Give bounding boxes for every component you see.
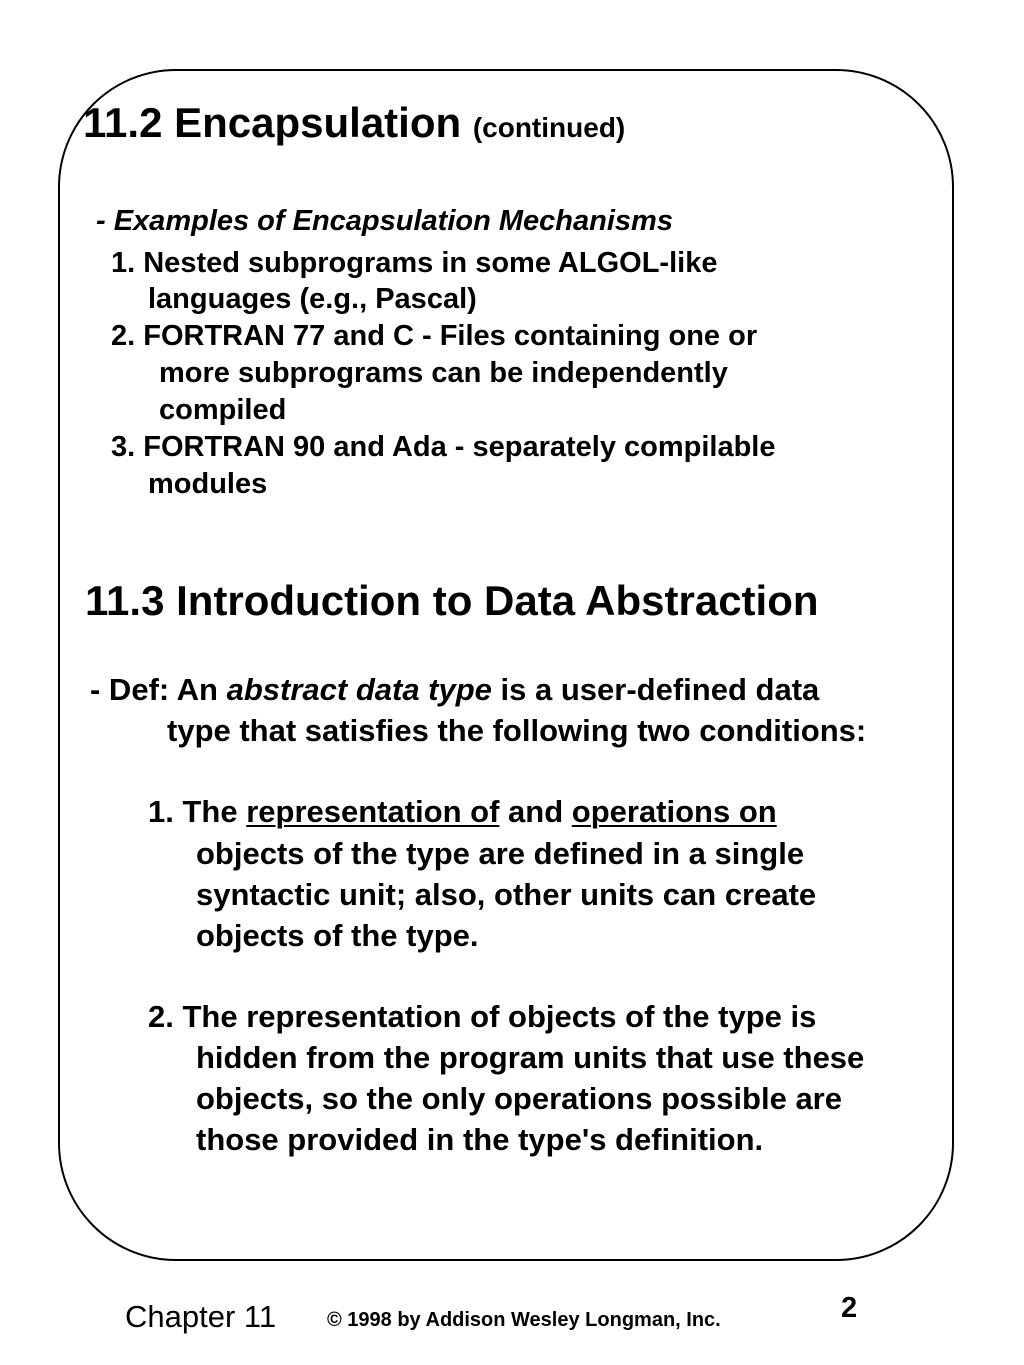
section1-subheading: - Examples of Encapsulation Mechanisms — [96, 205, 673, 237]
condition2-line4: those provided in the type's definition. — [196, 1122, 764, 1157]
section1-title-suffix: (continued) — [472, 112, 626, 143]
definition-suffix: is a user-defined data — [491, 672, 820, 707]
condition1-mid: and — [499, 794, 572, 829]
definition-line2: type that satisfies the following two conditions: — [167, 713, 867, 748]
section1-title-text: 11.2 Encapsulation — [83, 99, 462, 146]
condition2-line2: hidden from the program units that use these — [196, 1040, 865, 1075]
definition-prefix: - Def: An — [90, 672, 227, 707]
footer-copyright: © 1998 by Addison Wesley Longman, Inc. — [327, 1309, 721, 1331]
definition-line1 — [90, 674, 819, 705]
item1-line2: languages (e.g., Pascal) — [148, 283, 477, 315]
item3-line2: modules — [148, 468, 268, 500]
item2-line2: more subprograms can be independently — [159, 357, 728, 389]
condition1-underline-representation: representation of — [246, 794, 500, 829]
item1-line1: 1. Nested subprograms in some ALGOL-like — [111, 247, 718, 279]
item2-line3: compiled — [159, 394, 287, 426]
condition1-line4: objects of the type. — [196, 918, 479, 953]
page-number: 2 — [841, 1292, 858, 1324]
condition1-line3: syntactic unit; also, other units can create — [196, 877, 817, 912]
condition1-line1 — [148, 796, 777, 827]
condition1-line2: objects of the type are defined in a single — [196, 836, 805, 871]
section2-title: 11.3 Introduction to Data Abstraction — [85, 577, 819, 624]
item2-line1: 2. FORTRAN 77 and C - Files containing one or — [111, 320, 758, 352]
condition2-line1: 2. The representation of objects of the type is — [148, 999, 817, 1034]
item3-line1: 3. FORTRAN 90 and Ada - separately compilable — [111, 431, 776, 463]
section1-title — [83, 99, 626, 146]
condition1-prefix: 1. The — [148, 794, 247, 829]
condition1-underline-operations: operations on — [571, 794, 777, 829]
footer-chapter: Chapter 11 — [125, 1299, 277, 1334]
definition-term: abstract data type — [226, 672, 492, 707]
condition2-line3: objects, so the only operations possible are — [196, 1081, 842, 1116]
